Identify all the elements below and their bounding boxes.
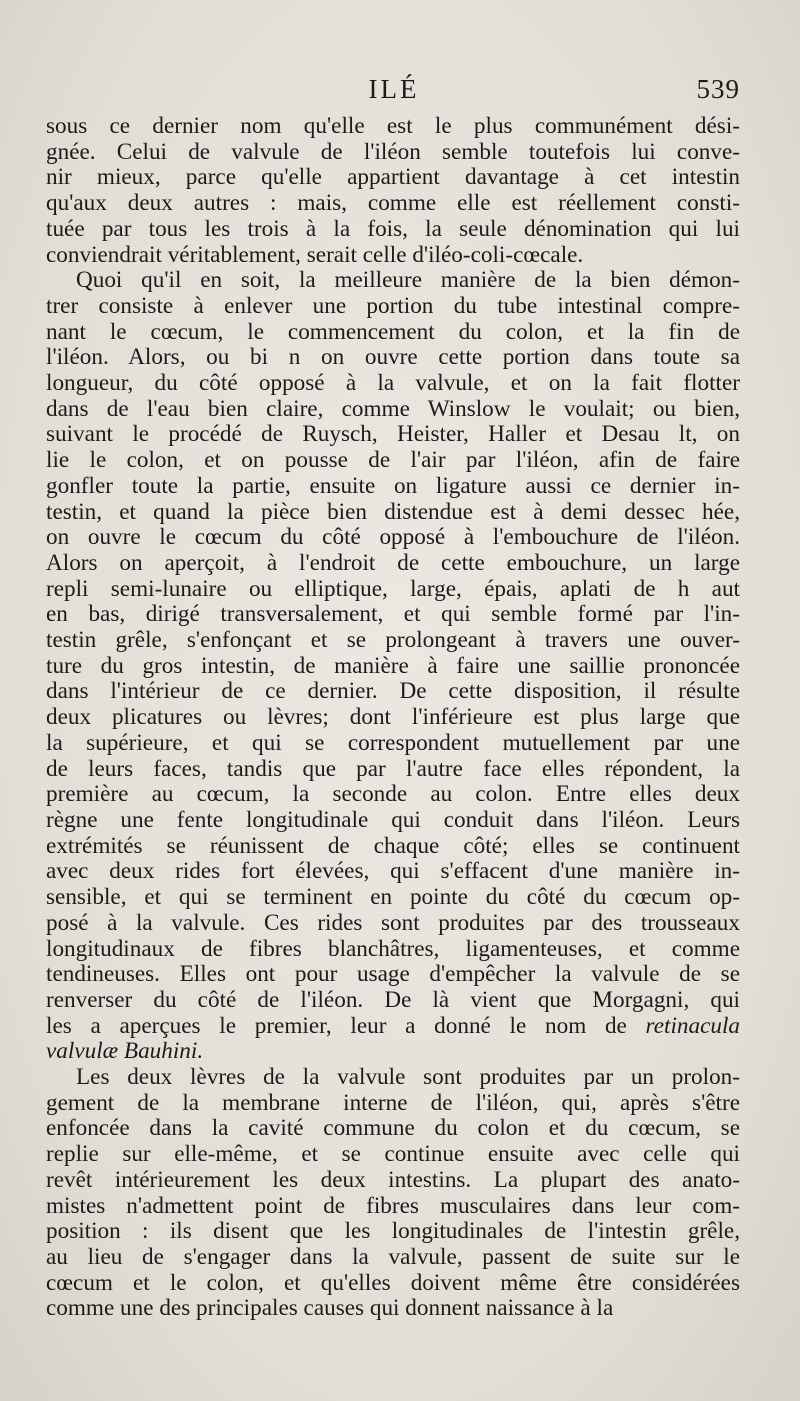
- text-line: valvulæ Bauhini.: [46, 1038, 204, 1065]
- text-line: sous ce dernier nom qu'elle est le plus communément dési-: [46, 113, 740, 139]
- body-text: [46, 114, 740, 1322]
- text-line: première au cœcum, la seconde au colon. Entre elles deux: [46, 781, 740, 808]
- text-line: revêt intérieurement les deux intestins. La plupart des anato-: [46, 1166, 740, 1193]
- text-line: en bas, dirigé transversalement, et qui semble formé par l'in-: [46, 601, 740, 628]
- paragraph: [46, 114, 740, 268]
- text-line: lie le colon, et on pousse de l'air par l'iléon, afin de faire: [46, 447, 740, 474]
- paragraph: [46, 1065, 740, 1322]
- text-line: nir mieux, parce qu'elle appartient davantage à cet intestin: [46, 164, 740, 191]
- text-line: les a aperçues le premier, leur a donné le nom de retinacula: [46, 1012, 740, 1039]
- text-line: longitudinaux de fibres blanchâtres, ligamenteuses, et comme: [46, 935, 740, 962]
- text-line: dans de l'eau bien claire, comme Winslow le voulait; ou bien,: [46, 395, 740, 422]
- text-line: longueur, du côté opposé à la valvule, et on la fait flotter: [46, 370, 740, 397]
- text-line: mistes n'admettent point de fibres musculaires dans leur com-: [46, 1192, 740, 1219]
- text-line: gnée. Celui de valvule de l'iléon semble toutefois lui conve-: [46, 138, 740, 165]
- text-line: comme une des principales causes qui donnent naissance à la: [46, 1295, 614, 1322]
- text-line: suivant le procédé de Ruysch, Heister, Haller et Desau lt, on: [46, 421, 740, 448]
- text-line: repli semi-lunaire ou elliptique, large, épais, aplati de h aut: [46, 575, 740, 602]
- text-line: trer consiste à enlever une portion du tube intestinal compre-: [46, 292, 740, 319]
- text-line: on ouvre le cœcum du côté opposé à l'embouchure de l'iléon.: [46, 524, 740, 551]
- text-line: au lieu de s'engager dans la valvule, passent de suite sur le: [46, 1243, 740, 1270]
- paragraph: [46, 268, 740, 1065]
- text-line: sensible, et qui se terminent en pointe du côté du cœcum op-: [46, 884, 740, 911]
- text-line: testin grêle, s'enfonçant et se prolongeant à travers une ouver-: [46, 627, 740, 654]
- text-line: gonfler toute la partie, ensuite on ligature aussi ce dernier in-: [46, 472, 740, 499]
- text-line: replie sur elle-même, et se continue ensuite avec celle qui: [46, 1141, 740, 1168]
- text-line: Les deux lèvres de la valvule sont produites par un prolon-: [76, 1064, 740, 1091]
- text-line: gement de la membrane interne de l'iléon, qui, après s'être: [46, 1089, 740, 1116]
- page-number: 539: [696, 74, 740, 104]
- text-line: posé à la valvule. Ces rides sont produites par des trousseaux: [46, 909, 740, 936]
- text-line: qu'aux deux autres : mais, comme elle est réellement consti-: [46, 190, 740, 217]
- text-line: dans l'intérieur de ce dernier. De cette disposition, il résulte: [46, 678, 740, 705]
- text-line: tuée par tous les trois à la fois, la seule dénomination qui lui: [46, 215, 740, 242]
- text-line: règne une fente longitudinale qui conduit dans l'iléon. Leurs: [46, 806, 740, 833]
- page-header: [48, 74, 740, 110]
- text-line: renverser du côté de l'iléon. De là vient que Morgagni, qui: [46, 986, 740, 1013]
- text-line: cœcum et le colon, et qu'elles doivent même être considérées: [46, 1269, 740, 1296]
- text-line: enfoncée dans la cavité commune du colon et du cœcum, se: [46, 1115, 740, 1142]
- text-line: deux plicatures ou lèvres; dont l'inférieure est plus large que: [46, 704, 740, 731]
- text-line: de leurs faces, tandis que par l'autre face elles répondent, la: [46, 755, 740, 782]
- text-line: conviendrait véritablement, serait celle d'iléo-coli-cœcale.: [46, 241, 584, 268]
- text-line: Alors on aperçoit, à l'endroit de cette embouchure, un large: [46, 549, 740, 576]
- text-line: tendineuses. Elles ont pour usage d'empêcher la valvule de se: [46, 961, 740, 988]
- text-line: testin, et quand la pièce bien distendue est à demi dessec hée,: [46, 498, 740, 525]
- running-head: ILÉ: [368, 74, 420, 104]
- text-line: position : ils disent que les longitudinales de l'intestin grêle,: [46, 1218, 740, 1245]
- text-line: extrémités se réunissent de chaque côté; elles se continuent: [46, 832, 740, 859]
- text-line: Quoi qu'il en soit, la meilleure manière de la bien démon-: [76, 267, 740, 294]
- text-line: avec deux rides fort élevées, qui s'effacent d'une manière in-: [46, 858, 740, 885]
- text-line: l'iléon. Alors, ou bi n on ouvre cette portion dans toute sa: [46, 344, 740, 371]
- text-line: nant le cœcum, le commencement du colon, et la fin de: [46, 318, 740, 345]
- text-line: ture du gros intestin, de manière à faire une saillie prononcée: [46, 652, 740, 679]
- text-line: la supérieure, et qui se correspondent mutuellement par une: [46, 729, 740, 756]
